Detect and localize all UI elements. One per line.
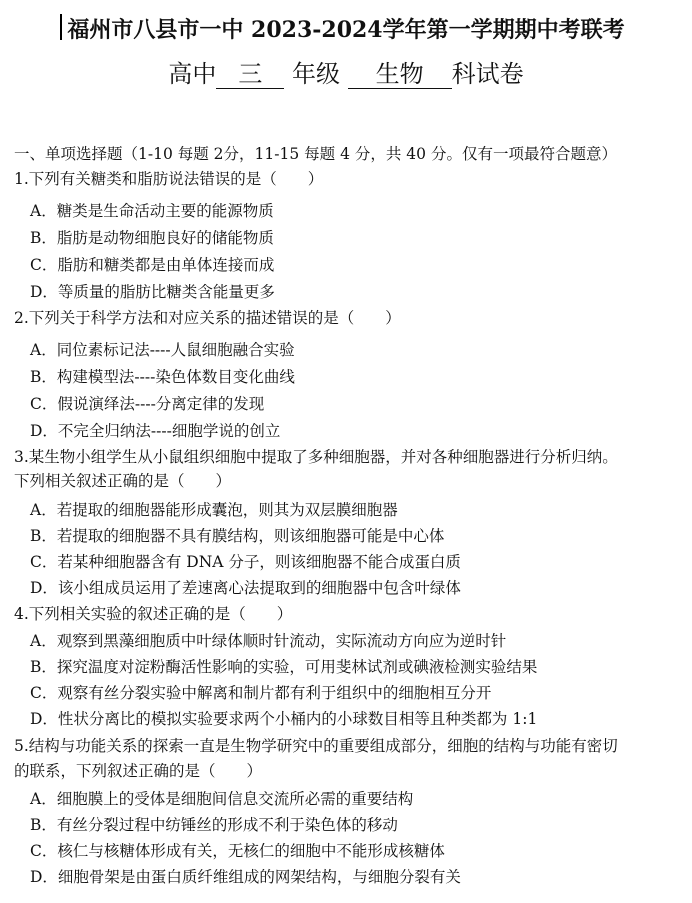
- question-stem-text: 的联系，下列叙述正确的是: [14, 762, 201, 780]
- question-stem-text: 2.下列关于科学方法和对应关系的描述错误的是: [14, 309, 339, 327]
- question-stem-text: 1.下列有关糖类和脂肪说法错误的是: [14, 170, 262, 188]
- question-5-option-c: C．核仁与核糖体形成有关，无核仁的细胞中不能形成核糖体: [30, 842, 445, 860]
- question-4-option-d: D．性状分离比的模拟实验要求两个小桶内的小球数目相等且种类都为 1:1: [30, 710, 538, 728]
- question-1-option-d: D．等质量的脂肪比糖类含能量更多: [30, 283, 275, 301]
- answer-paren: （ ）: [261, 170, 324, 188]
- question-4-option-b: B．探究温度对淀粉酶活性影响的实验，可用斐林试剂或碘液检测实验结果: [30, 658, 538, 676]
- school-title: 福州市八县市一中 2023-2024学年第一学期期中考联考: [67, 17, 625, 43]
- answer-paren: （ ）: [338, 309, 401, 327]
- question-3-option-a: A．若提取的细胞器能形成囊泡，则其为双层膜细胞器: [30, 501, 398, 519]
- question-stem-text: 4.下列相关实验的叙述正确的是: [14, 605, 231, 623]
- question-5-stem-line-1: 5.结构与功能关系的探索一直是生物学研究中的重要组成部分，细胞的结构与功能有密切: [14, 737, 618, 755]
- question-4-option-c: C．观察有丝分裂实验中解离和制片都有利于组织中的细胞相互分开: [30, 684, 492, 702]
- question-2-stem: [14, 308, 401, 328]
- question-5-option-a: A．细胞膜上的受体是细胞间信息交流所必需的重要结构: [30, 790, 414, 808]
- question-stem-text: 下列相关叙述正确的是: [14, 472, 170, 490]
- grade-blank: 三: [216, 60, 284, 89]
- question-4-stem: [14, 604, 293, 624]
- question-3-option-c: C．若某种细胞器含有 DNA 分子，则该细胞器不能合成蛋白质: [30, 553, 461, 571]
- question-3-option-d: D．该小组成员运用了差速离心法提取到的细胞器中包含叶绿体: [30, 579, 461, 597]
- question-1-option-b: B．脂肪是动物细胞良好的储能物质: [30, 229, 274, 247]
- answer-paren: （ ）: [230, 605, 293, 623]
- question-3-stem-line-1: 3.某生物小组学生从小鼠组织细胞中提取了多种细胞器，并对各种细胞器进行分析归纳。: [14, 448, 618, 466]
- question-2-option-d: D．不完全归纳法----细胞学说的创立: [30, 422, 281, 440]
- question-3-option-b: B．若提取的细胞器不具有膜结构，则该细胞器可能是中心体: [30, 527, 445, 545]
- level-prefix: 高中: [168, 60, 217, 88]
- question-4-option-a: A．观察到黑藻细胞质中叶绿体顺时针流动，实际流动方向应为逆时针: [30, 632, 507, 650]
- subject-blank: 生物: [348, 60, 452, 89]
- question-2-option-b: B．构建模型法----染色体数目变化曲线: [30, 368, 295, 386]
- question-5-option-b: B．有丝分裂过程中纺锤丝的形成不利于染色体的移动: [30, 816, 398, 834]
- question-1-option-a: A．糖类是生命活动主要的能源物质: [30, 202, 274, 220]
- question-1-stem: [14, 169, 324, 189]
- grade-suffix: 年级: [292, 60, 340, 88]
- question-3-stem-line-2: [14, 471, 232, 491]
- question-5-stem-line-2: [14, 761, 263, 781]
- question-1-option-c: C．脂肪和糖类都是由单体连接而成: [30, 256, 275, 274]
- question-5-option-d: D．细胞骨架是由蛋白质纤维组成的网架结构，与细胞分裂有关: [30, 868, 461, 886]
- question-2-option-a: A．同位素标记法----人鼠细胞融合实验: [30, 341, 295, 359]
- answer-paren: （ ）: [200, 762, 263, 780]
- question-2-option-c: C．假说演绎法----分离定律的发现: [30, 395, 265, 413]
- answer-paren: （ ）: [169, 472, 232, 490]
- section-title: 一、单项选择题（1-10 每题 2分，11-15 每题 4 分，共 40 分。仅有一项最符合题意）: [14, 145, 617, 163]
- exam-subtitle: [0, 54, 692, 89]
- subject-suffix: 科试卷: [451, 60, 524, 88]
